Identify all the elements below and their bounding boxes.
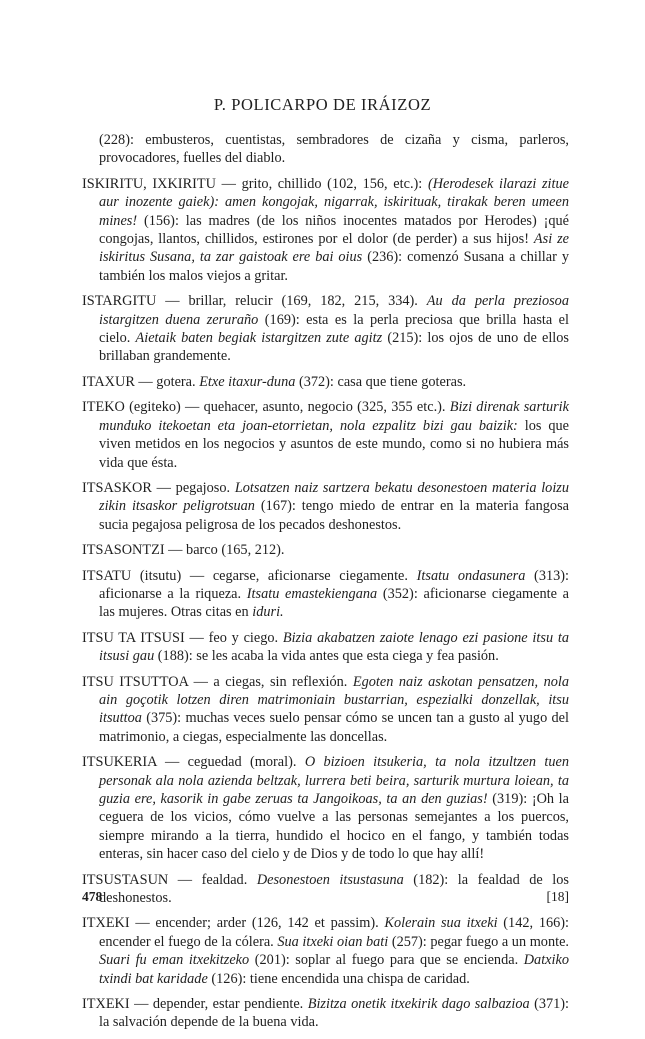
basque-quotation: Itsatu emastekiengana	[246, 585, 378, 602]
entry-text: (372): casa que tiene goteras.	[295, 373, 467, 390]
entry-text: (257): pegar fuego a un monte.	[388, 933, 570, 950]
entry-text: (352): aficionarse ciegamente a las mujeres. Otras citas en	[99, 585, 570, 621]
dictionary-entry	[82, 871, 569, 908]
basque-quotation: Suari fu eman itxekitzeko	[99, 952, 250, 969]
entry-text: ITSU TA ITSUSI — feo y ciego.	[82, 629, 283, 646]
entry-text: (228): embusteros, cuentistas, sembradores de cizaña y cisma, parleros, provocadores, fuelles del diablo.	[99, 132, 569, 167]
basque-quotation: Asi ze iskiritus Susana, ta zar gaistoak ere bai oius	[99, 231, 569, 266]
entry-text: ITAXUR — gotera.	[82, 373, 200, 390]
basque-quotation: Lotsatzen naiz sartzera bekatu desonestoen materia loizu zikin itsaskor peligrotsuan	[99, 479, 570, 515]
entry-text: (182): la fealdad de los deshonestos.	[99, 871, 569, 907]
entry-text: (169): esta es la perla preciosa que brilla hasta el cielo.	[99, 311, 569, 347]
basque-quotation: O bizioen itsukeria, ta nola itzultzen tuen personak ala nola azienda beltzak, lurrera beti beira, sarturik murtura loiean, ta guzia ere, kasorik in gabe zeruas ta Jangoikoas, ta an den guzias!	[99, 754, 569, 807]
entry-text: ITXEKI — depender, estar pendiente.	[82, 996, 308, 1013]
basque-quotation: Aietaik baten begiak istargitzen zute agitz	[135, 330, 383, 347]
basque-quotation: Desonestoen itsustasuna	[256, 871, 404, 888]
dictionary-entry	[82, 995, 569, 1032]
basque-quotation: Bizitza onetik itxekirik dago salbazioa	[307, 996, 530, 1013]
basque-quotation: Sua itxeki oian bati	[277, 933, 389, 950]
entry-text: (201): soplar al fuego para que se encienda.	[249, 952, 524, 969]
dictionary-entry	[82, 673, 569, 747]
entry-text: (375): muchas veces suelo pensar cómo se uncen tan a gusto al yugo del matrimonio, a ciegas, especialmente las doncellas.	[99, 710, 569, 745]
page-number: 478	[82, 889, 103, 904]
dictionary-body	[82, 131, 569, 1039]
printer-signature: [18]	[546, 889, 569, 904]
entry-continuation	[82, 131, 569, 168]
entry-text: ITSU ITSUTTOA — a ciegas, sin reflexión.	[82, 673, 353, 690]
entry-text: ISKIRITU, IXKIRITU — grito, chillido (102, 156, etc.):	[82, 175, 428, 192]
dictionary-entry	[82, 398, 569, 472]
dictionary-entry	[82, 373, 569, 391]
dictionary-entry	[82, 753, 569, 863]
entry-text: ISTARGITU — brillar, relucir (169, 182, 215, 334).	[82, 293, 427, 310]
entry-text: (313): aficionarse a la riqueza.	[99, 567, 569, 602]
basque-quotation: Kolerain sua itxeki	[384, 915, 498, 932]
running-header: P. POLICARPO DE IRÁIZOZ	[213, 95, 432, 114]
entry-text: (188): se les acaba la vida antes que esta ciega y fea pasión.	[154, 648, 499, 665]
basque-quotation: Bizia akabatzen zaiote lenago ezi pasione itsu ta itsusi gau	[99, 629, 570, 665]
basque-quotation: Datxiko txindi bat karidade	[99, 952, 569, 987]
dictionary-entry	[82, 479, 569, 534]
basque-quotation: Bizi direnak sarturik munduko itekoetan eta joan-etorrietan, nola ezpalitz bizi gau baizik:	[99, 399, 570, 434]
basque-quotation: iduri.	[252, 604, 284, 621]
entry-text: (371): la salvación depende de la buena vida.	[99, 996, 570, 1031]
entry-text: ITEKO (egiteko) — quehacer, asunto, negocio (325, 355 etc.).	[82, 399, 450, 416]
basque-quotation: Au da perla preziosoa istargitzen duena zeruraño	[99, 293, 569, 328]
entry-text: (319): ¡Oh la ceguera de los vicios, cómo vuelve a las personas semejantes a los puercos, siempre mirando a la tierra, hundido el hocico en el fango, y también todas enteras, sin hacer caso del cielo y de Dios y de todo lo que hay allí!	[99, 791, 569, 863]
dictionary-entry	[82, 914, 569, 988]
basque-quotation: (Herodesek ilarazi zitue aur inozente gaiek): amen kongojak, nigarrak, iskirituak, tirakak beren umeen mines!	[99, 175, 570, 229]
dictionary-entry	[82, 292, 569, 366]
entry-text: ITSUSTASUN — fealdad.	[82, 871, 257, 888]
entry-text: (236): comenzó Susana a chillar y también los malos viejos a gritar.	[99, 249, 569, 284]
entry-text: (142, 166): encender el fuego de la cólera.	[99, 915, 569, 950]
dictionary-entry	[82, 629, 569, 666]
entry-text: (156): las madres (de los niños inocentes matados por Herodes) ¡qué congojas, llantos, chillidos, estirones por el dolor (de perder) a sus hijos!	[99, 212, 569, 248]
entry-text: ITXEKI — encender; arder (126, 142 et passim).	[82, 915, 385, 932]
entry-text: (215): los ojos de uno de ellos brillaban grandemente.	[99, 330, 569, 365]
dictionary-entry	[82, 567, 569, 622]
entry-text: (126): tiene encendida una chispa de caridad.	[207, 970, 470, 987]
basque-quotation: Etxe itaxur-duna	[199, 373, 296, 390]
basque-quotation: Egoten naiz askotan pensatzen, nola ain goçotik lotzen diren matrimoniain bustarrian, espezialki donzellak, itsu itsuttoa	[99, 673, 569, 727]
entry-text: los que viven metidos en los negocios y asuntos de este mundo, como si no hubiera más vida que ésta.	[99, 417, 569, 471]
entry-text: ITSASONTZI — barco (165, 212).	[82, 542, 285, 559]
entry-text: (167): tengo miedo de entrar en la materia fangosa sucia pegajosa peligrosa de los pecados deshonestos.	[99, 498, 569, 533]
basque-quotation: Itsatu ondasunera	[416, 567, 526, 584]
dictionary-entry	[82, 175, 569, 285]
entry-text: ITSATU (itsutu) — cegarse, aficionarse ciegamente.	[82, 567, 417, 584]
dictionary-entry	[82, 541, 569, 559]
entry-text: ITSUKERIA — ceguedad (moral).	[82, 754, 305, 771]
entry-text: ITSASKOR — pegajoso.	[82, 479, 235, 496]
